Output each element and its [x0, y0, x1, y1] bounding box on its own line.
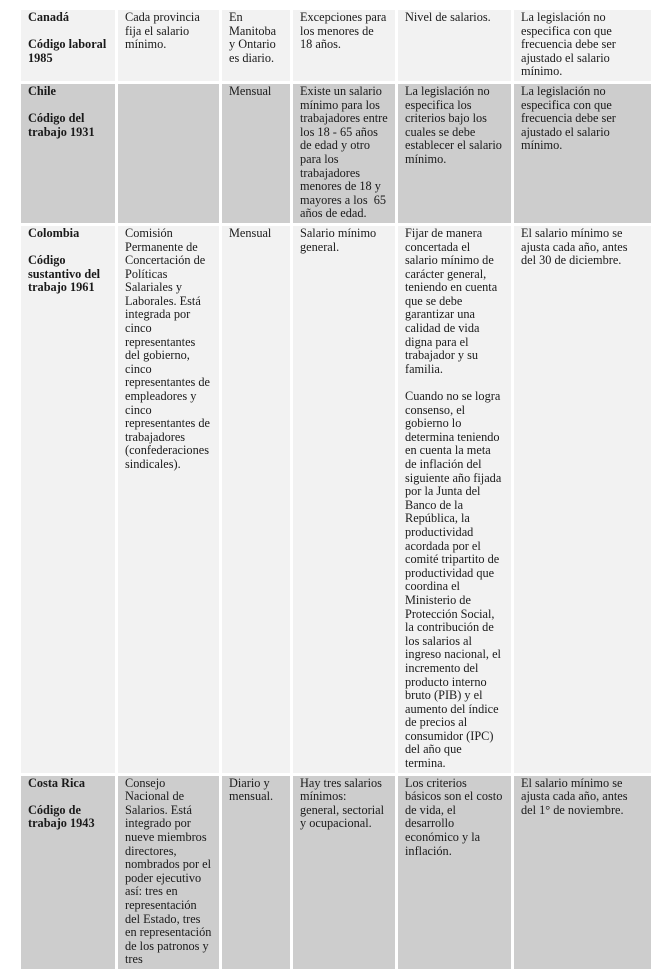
criteria-cell [398, 226, 511, 773]
table-row-canada [21, 10, 651, 81]
criteria-paragraph: Los criterios básicos son el costo de vida, el desarrollo económico y la inflación. [405, 775, 503, 858]
country-name: Colombia [28, 225, 80, 240]
table-row-costa-rica [21, 776, 651, 969]
country-name: Canadá [28, 10, 70, 24]
body-cell: Comisión Permanente de Concertación de Políticas Salariales y Laborales. Está integrada por cinco representantes del gobierno, cinco representantes de empleadores y cinco representantes de trabajadores (confederaciones sindicales). [118, 226, 219, 773]
adjustment-cell: El salario mínimo se ajusta cada año, antes del 1° de noviembre. [514, 776, 651, 969]
frequency-cell: Mensual [222, 226, 290, 773]
criteria-paragraph: La legislación no especifica los criterios bajo los cuales se debe establecer el salario mínimo. [405, 83, 502, 166]
labor-code: Código laboral 1985 [28, 37, 107, 65]
body-cell [118, 84, 219, 223]
types-cell: Salario mínimo general. [293, 226, 395, 773]
frequency-cell: En Manitoba y Ontario es diario. [222, 10, 290, 81]
minimum-wage-table [18, 7, 654, 972]
criteria-cell [398, 84, 511, 223]
body-cell: Consejo Nacional de Salarios. Está integrado por nueve miembros directores, nombrados por el poder ejecutivo así: tres en representación del Estado, tres en representación de los patronos y tres [118, 776, 219, 969]
labor-code: Código de trabajo 1943 [28, 802, 95, 831]
adjustment-cell: La legislación no especifica con que frecuencia debe ser ajustado el salario mínimo. [514, 10, 651, 81]
types-cell: Excepciones para los menores de 18 años. [293, 10, 395, 81]
country-cell [21, 84, 115, 223]
labor-code: Código del trabajo 1931 [28, 111, 95, 139]
country-cell [21, 10, 115, 81]
criteria-paragraph: Nivel de salarios. [405, 10, 491, 24]
country-name: Chile [28, 83, 57, 98]
country-cell [21, 776, 115, 969]
country-cell [21, 226, 115, 773]
criteria-cell [398, 776, 511, 969]
country-name: Costa Rica [28, 775, 86, 790]
body-cell: Cada provincia fija el salario mínimo. [118, 10, 219, 81]
criteria-cell [398, 10, 511, 81]
types-cell: Existe un salario mínimo para los trabajadores entre los 18 - 65 años de edad y otro para los trabajadores menores de 18 y mayores a los 65 años de edad. [293, 84, 395, 223]
criteria-paragraph: Cuando no se logra consenso, el gobierno lo determina teniendo en cuenta la meta de inflación del siguiente año fijada por la Junta del Banco de la República, la productividad acordada por el comité tripartito de productividad que coordina el Ministerio de Protección Social, la contribución de los salarios al ingreso nacional, el incremento del producto interno bruto (PIB) y el aumento del índice de precios al consumidor (IPC) del año que termina. [405, 389, 502, 771]
labor-code: Código sustantivo del trabajo 1961 [28, 253, 101, 295]
adjustment-cell: La legislación no especifica con que frecuencia debe ser ajustado el salario mínimo. [514, 84, 651, 223]
adjustment-cell: El salario mínimo se ajusta cada año, antes del 30 de diciembre. [514, 226, 651, 773]
types-cell: Hay tres salarios mínimos: general, sectorial y ocupacional. [293, 776, 395, 969]
frequency-cell: Diario y mensual. [222, 776, 290, 969]
table-row-chile [21, 84, 651, 223]
criteria-paragraph: Fijar de manera concertada el salario mínimo de carácter general, teniendo en cuenta que se debe garantizar una calidad de vida digna para el trabajador y su familia. [405, 225, 498, 376]
frequency-cell: Mensual [222, 84, 290, 223]
table-row-colombia [21, 226, 651, 773]
